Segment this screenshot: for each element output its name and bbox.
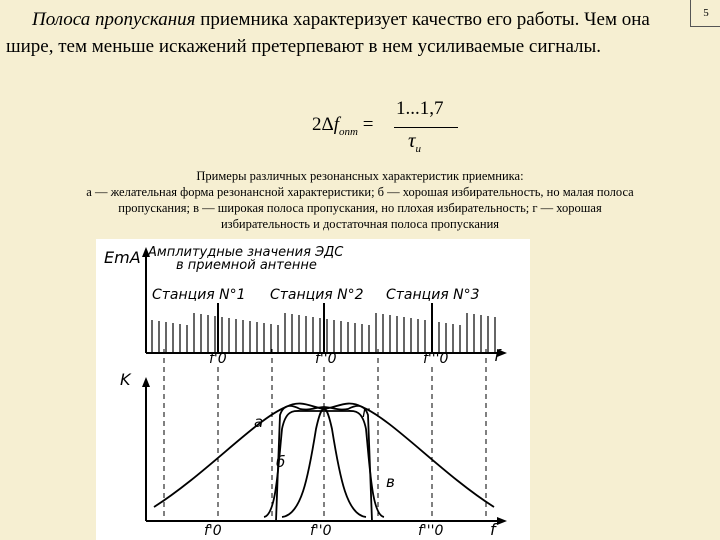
page-number: 5 xyxy=(690,0,720,27)
figure-caption xyxy=(0,168,720,232)
resonance-diagram xyxy=(96,239,530,540)
guide-lines xyxy=(164,349,486,521)
top-f-label: f xyxy=(494,346,500,365)
bottom-freq-label-1: f'0 xyxy=(204,523,222,539)
bandwidth-formula xyxy=(312,98,472,162)
station-1-label: Станция N°1 xyxy=(152,287,246,303)
bottom-f-arrow xyxy=(497,517,507,525)
caption-line: пропускания; в — широкая полоса пропускания, но плохая избирательность; г — хорошая xyxy=(118,201,602,215)
resonance-figure xyxy=(96,239,530,540)
bottom-freq-label-3: f'''0 xyxy=(418,523,444,539)
top-title-line2: в приемной антенне xyxy=(176,258,317,273)
curve-label-g: г xyxy=(362,403,370,421)
top-freq-label-2: f''0 xyxy=(315,351,337,367)
curve-label-v: в xyxy=(386,473,395,491)
paragraph-text: приемника характеризует качество его работы. Чем она шире, тем меньше искажений претерпевают в нем усиливаемые сигналы. xyxy=(6,9,650,57)
caption-line: избирательность и достаточная полоса пропускания xyxy=(220,217,500,231)
caption-line: Примеры различных резонансных характеристик приемника: xyxy=(196,169,524,183)
curve-label-b: б xyxy=(276,453,286,471)
top-freq-label-1: f'0 xyxy=(209,351,227,367)
bottom-axis-label: K xyxy=(120,370,131,389)
bottom-f-label: f xyxy=(490,520,496,539)
top-axis-label: EmA xyxy=(104,248,141,267)
top-freq-label-3: f'''0 xyxy=(423,351,449,367)
formula-numerator: 1...1,7 xyxy=(396,98,444,119)
top-title-line1: Амплитудные значения ЭДС xyxy=(148,245,344,260)
formula-denominator: $\tau_и$ xyxy=(408,128,422,156)
intro-paragraph xyxy=(6,6,696,60)
station-3-label: Станция N°3 xyxy=(386,287,480,303)
caption-line: а — желательная форма резонансной характеристики; б — хорошая избирательность, но малая полоса xyxy=(86,185,634,199)
fraction-bar xyxy=(394,127,458,128)
term-bandwidth: Полоса пропускания xyxy=(32,9,196,30)
station-2-label: Станция N°2 xyxy=(270,287,364,303)
formula-lhs: $2\Delta f_{опт}$ = xyxy=(312,114,374,138)
bottom-freq-label-2: f''0 xyxy=(310,523,332,539)
curve-label-a: а xyxy=(254,413,264,431)
bottom-y-arrow xyxy=(142,377,150,387)
curve-v xyxy=(154,404,494,507)
